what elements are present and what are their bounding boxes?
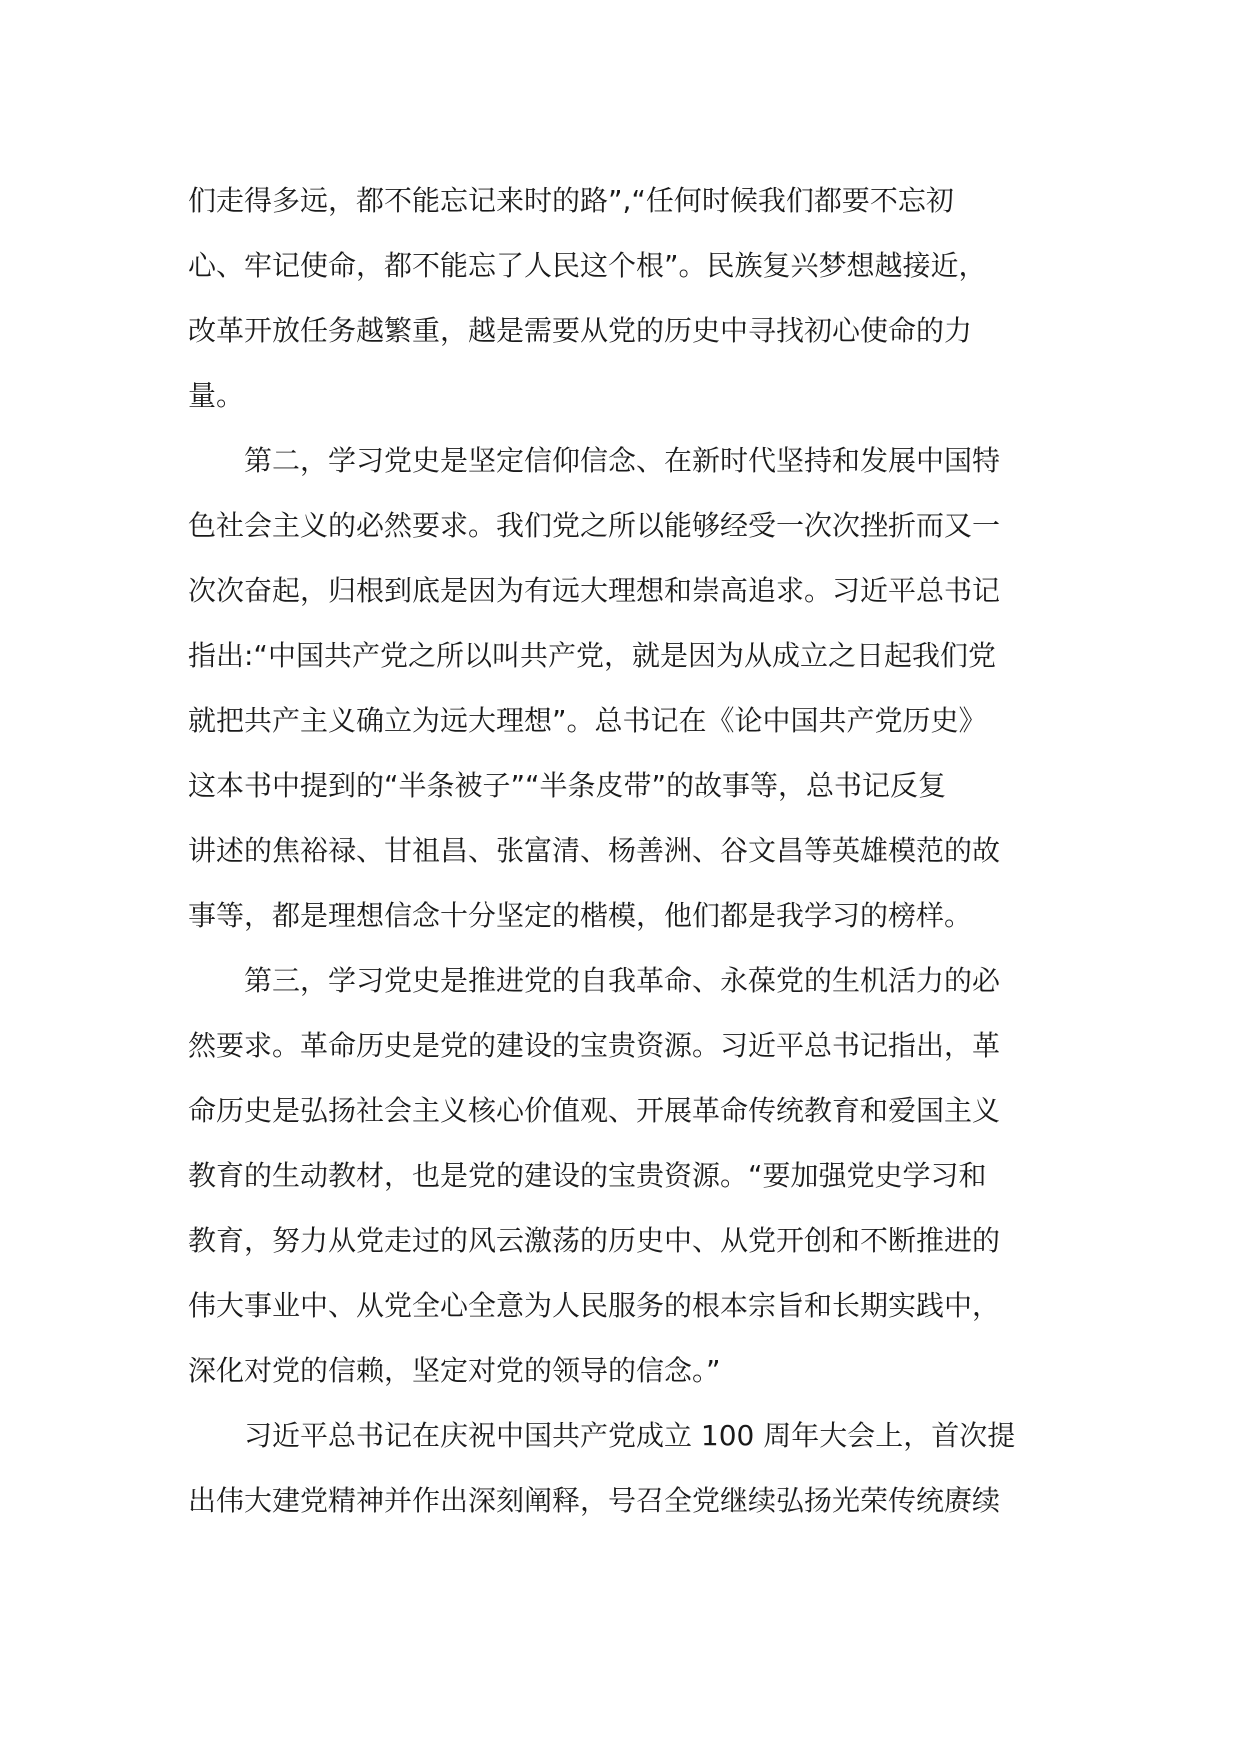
text-line: 改革开放任务越繁重，越是需要从党的历史中寻找初心使命的力: [188, 314, 973, 347]
text-line: 深化对党的信赖，坚定对党的领导的信念。”: [188, 1354, 721, 1387]
text-line: 伟大事业中、从党全心全意为人民服务的根本宗旨和长期实践中，: [188, 1289, 1001, 1322]
text-line: 就把共产主义确立为远大理想”。总书记在《论中国共产党历史》: [188, 704, 987, 737]
text-line: 心、牢记使命，都不能忘了人民这个根”。民族复兴梦想越接近，: [188, 249, 987, 282]
body-text: [188, 168, 1048, 1533]
text-line: 讲述的焦裕禄、甘祖昌、张富清、杨善洲、谷文昌等英雄模范的故: [188, 834, 1001, 867]
text-line: 量。: [188, 379, 245, 412]
text-line: 命历史是弘扬社会主义核心价值观、开展革命传统教育和爱国主义: [188, 1094, 1001, 1127]
text-line: 习近平总书记在庆祝中国共产党成立 100 周年大会上，首次提: [188, 1419, 1016, 1452]
text-line: 色社会主义的必然要求。我们党之所以能够经受一次次挫折而又一: [188, 509, 1001, 542]
text-line: 们走得多远，都不能忘记来时的路”,“任何时候我们都要不忘初: [188, 184, 954, 217]
text-line: 然要求。革命历史是党的建设的宝贵资源。习近平总书记指出，革: [188, 1029, 1001, 1062]
text-line: 次次奋起，归根到底是因为有远大理想和崇高追求。习近平总书记: [188, 574, 1001, 607]
text-line: 指出:“中国共产党之所以叫共产党，就是因为从成立之日起我们党: [188, 639, 996, 672]
text-line: 出伟大建党精神并作出深刻阐释，号召全党继续弘扬光荣传统赓续: [188, 1484, 1001, 1517]
text-line: 第三，学习党史是推进党的自我革命、永葆党的生机活力的必: [188, 964, 1001, 997]
text-line: 这本书中提到的“半条被子”“半条皮带”的故事等，总书记反复: [188, 769, 947, 802]
text-line: 教育的生动教材，也是党的建设的宝贵资源。“要加强党史学习和: [188, 1159, 987, 1192]
text-line: 第二，学习党史是坚定信仰信念、在新时代坚持和发展中国特: [188, 444, 1001, 477]
text-line: 教育，努力从党走过的风云激荡的历史中、从党开创和不断推进的: [188, 1224, 1001, 1257]
text-line: 事等，都是理想信念十分坚定的楷模，他们都是我学习的榜样。: [188, 899, 973, 932]
